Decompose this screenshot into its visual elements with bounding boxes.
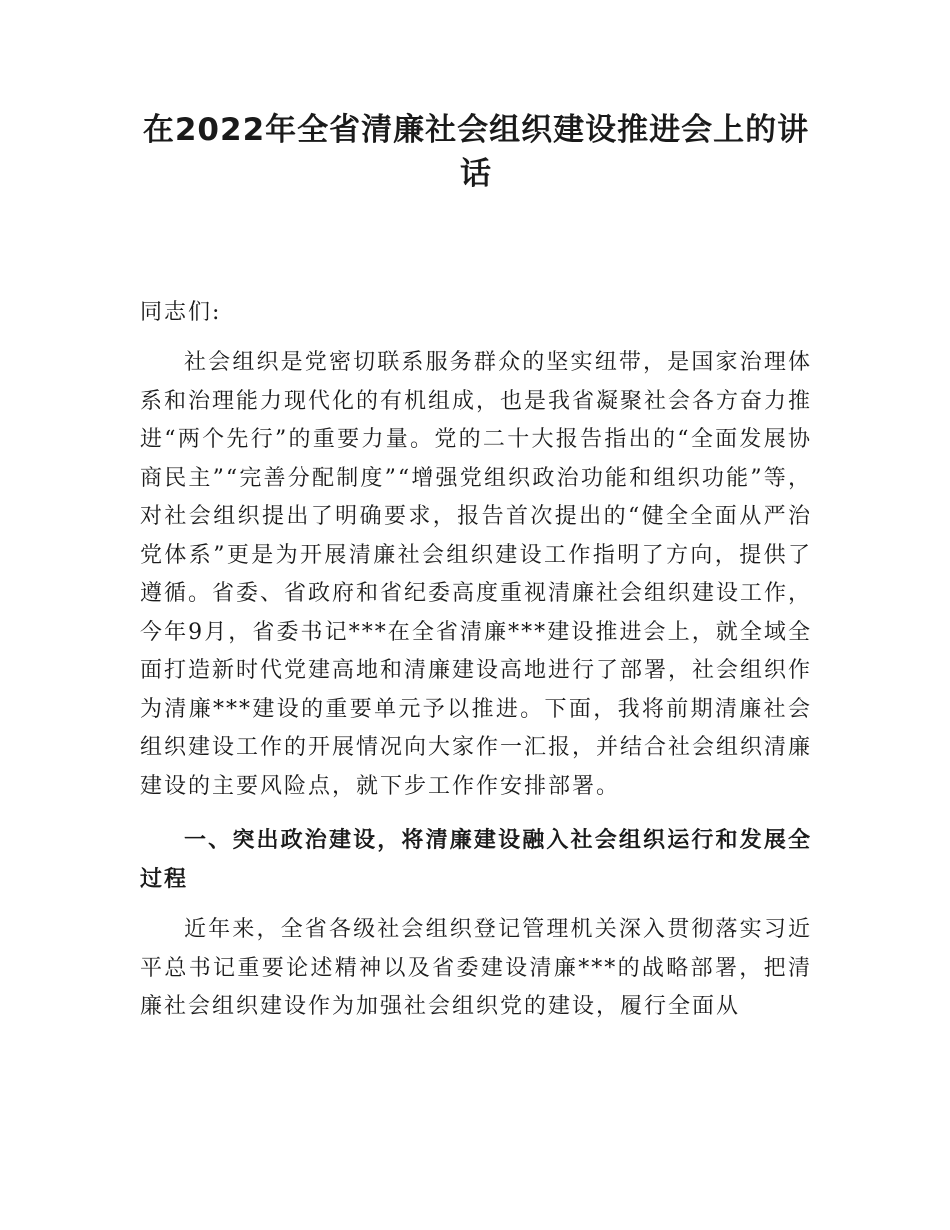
section-heading: 一、突出政治建设，将清廉建设融入社会组织运行和发展全过程 xyxy=(140,828,812,892)
document-title: 在2022年全省清廉社会组织建设推进会上的讲话 xyxy=(142,112,810,192)
section-paragraph: 近年来，全省各级社会组织登记管理机关深入贯彻落实习近平总书记重要论述精神以及省委建设清廉***的战略部署，把清廉社会组织建设作为加强社会组织党的建设，履行全面从 xyxy=(140,917,812,1019)
document-page xyxy=(140,108,812,1027)
salutation: 同志们: xyxy=(140,300,222,325)
body-paragraph: 社会组织是党密切联系服务群众的坚实纽带，是国家治理体系和治理能力现代化的有机组成，也是我省凝聚社会各方奋力推进“两个先行”的重要力量。党的二十大报告指出的“全面发展协商民主”“完善分配制度”“增强党组织政治功能和组织功能”等，对社会组织提出了明确要求，报告首次提出的“健全全面从严治党体系”更是为开展清廉社会组织建设工作指明了方向，提供了遵循。省委、省政府和省纪委高度重视清廉社会组织建设工作，今年9月，省委书记***在全省清廉***建设推进会上，就全域全面打造新时代党建高地和清廉建设高地进行了部署，社会组织作为清廉***建设的重要单元予以推进。下面，我将前期清廉社会组织建设工作的开展情况向大家作一汇报，并结合社会组织清廉建设的主要风险点，就下步工作作安排部署。 xyxy=(140,350,813,799)
